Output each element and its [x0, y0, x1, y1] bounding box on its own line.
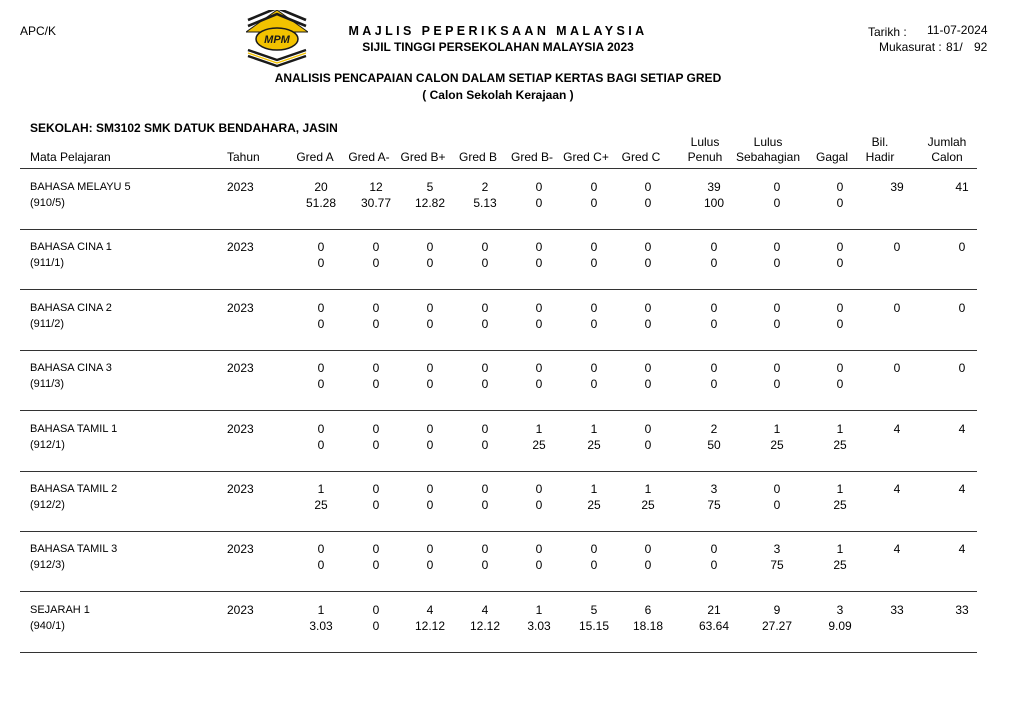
subject-name: BAHASA CINA 1: [30, 241, 112, 253]
calon-cell: 4: [958, 422, 966, 436]
count-cell: 1: [836, 482, 844, 496]
count-cell: 0: [535, 240, 543, 254]
count-cell: 0: [773, 180, 781, 194]
report-subtitle: ( Calon Sekolah Kerajaan ): [422, 88, 574, 102]
col-subject: Mata Pelajaran: [30, 150, 111, 164]
report-code: APC/K: [20, 24, 57, 38]
count-cell: 4: [426, 603, 434, 617]
calon-cell: 41: [955, 180, 969, 194]
percent-cell: 0: [481, 377, 489, 391]
percent-cell: 12.12: [469, 619, 501, 633]
percent-cell: 0: [590, 256, 598, 270]
count-cell: 0: [372, 301, 380, 315]
percent-cell: 25: [314, 498, 328, 512]
count-cell: 1: [836, 422, 844, 436]
percent-cell: 0: [426, 377, 434, 391]
subject-code: (910/5): [30, 197, 65, 209]
col-year: Tahun: [227, 150, 260, 164]
count-cell: 0: [590, 361, 598, 375]
calon-cell: 4: [958, 482, 966, 496]
hadir-cell: 0: [893, 301, 901, 315]
percent-cell: 0: [481, 498, 489, 512]
count-cell: 0: [426, 482, 434, 496]
count-cell: 0: [836, 301, 844, 315]
subject-name: BAHASA CINA 2: [30, 302, 112, 314]
percent-cell: 0: [590, 317, 598, 331]
col-grade-a-minus: Gred A-: [348, 150, 390, 164]
percent-cell: 9.09: [828, 619, 852, 633]
count-cell: 0: [535, 180, 543, 194]
count-cell: 0: [317, 361, 325, 375]
subject-cell: [30, 541, 117, 573]
percent-cell: 0: [426, 498, 434, 512]
count-cell: 1: [317, 603, 325, 617]
percent-cell: 0: [710, 377, 718, 391]
col-grade-c: Gred C: [621, 150, 661, 164]
percent-cell: 0: [773, 498, 781, 512]
count-cell: 39: [707, 180, 721, 194]
count-cell: 0: [372, 361, 380, 375]
subject-name: SEJARAH 1: [30, 604, 90, 616]
col-bil-hadir: [856, 135, 904, 165]
col-grade-b: Gred B: [458, 150, 497, 164]
percent-cell: 0: [426, 256, 434, 270]
percent-cell: 50: [707, 438, 721, 452]
count-cell: 0: [481, 361, 489, 375]
count-cell: 9: [773, 603, 781, 617]
percent-cell: 0: [590, 196, 598, 210]
count-cell: 0: [481, 482, 489, 496]
table-row: [0, 290, 1009, 351]
percent-cell: 0: [317, 317, 325, 331]
percent-cell: 25: [770, 438, 784, 452]
percent-cell: 25: [833, 558, 847, 572]
percent-cell: 0: [372, 317, 380, 331]
subject-cell: [30, 179, 131, 211]
percent-cell: 0: [710, 558, 718, 572]
hadir-cell: 0: [893, 361, 901, 375]
percent-cell: 0: [773, 256, 781, 270]
count-cell: 0: [317, 422, 325, 436]
count-cell: 0: [426, 542, 434, 556]
organization-name: MAJLIS PEPERIKSAAN MALAYSIA: [348, 24, 648, 38]
calon-cell: 0: [958, 361, 966, 375]
percent-cell: 0: [644, 196, 652, 210]
count-cell: 0: [644, 301, 652, 315]
subject-cell: [30, 239, 112, 271]
subject-code: (940/1): [30, 620, 65, 632]
percent-cell: 0: [773, 317, 781, 331]
subject-name: BAHASA MELAYU 5: [30, 181, 131, 193]
count-cell: 3: [710, 482, 718, 496]
subject-cell: [30, 481, 117, 513]
count-cell: 21: [707, 603, 721, 617]
col-bil-hadir-line1: Bil.: [871, 135, 889, 149]
count-cell: 0: [317, 301, 325, 315]
calon-cell: 0: [958, 301, 966, 315]
table-row: [0, 411, 1009, 472]
percent-cell: 0: [535, 498, 543, 512]
subject-code: (912/2): [30, 499, 65, 511]
count-cell: 0: [590, 240, 598, 254]
subject-name: BAHASA TAMIL 1: [30, 423, 118, 435]
year-cell: 2023: [227, 301, 254, 315]
hadir-cell: 0: [893, 240, 901, 254]
year-cell: 2023: [227, 482, 254, 496]
col-bil-hadir-line2: Hadir: [865, 150, 895, 164]
percent-cell: 0: [426, 558, 434, 572]
count-cell: 0: [590, 180, 598, 194]
count-cell: 0: [710, 361, 718, 375]
subject-code: (912/3): [30, 559, 65, 571]
hadir-cell: 4: [893, 482, 901, 496]
percent-cell: 0: [317, 438, 325, 452]
subject-cell: [30, 300, 112, 332]
count-cell: 12: [369, 180, 383, 194]
count-cell: 3: [773, 542, 781, 556]
count-cell: 0: [372, 422, 380, 436]
year-cell: 2023: [227, 180, 254, 194]
count-cell: 0: [773, 361, 781, 375]
percent-cell: 18.18: [632, 619, 664, 633]
subject-cell: [30, 421, 117, 453]
count-cell: 0: [372, 240, 380, 254]
subject-name: BAHASA TAMIL 3: [30, 543, 118, 555]
percent-cell: 0: [644, 558, 652, 572]
calon-cell: 4: [958, 542, 966, 556]
percent-cell: 0: [644, 256, 652, 270]
percent-cell: 63.64: [698, 619, 730, 633]
year-cell: 2023: [227, 361, 254, 375]
count-cell: 1: [773, 422, 781, 436]
percent-cell: 75: [707, 498, 721, 512]
count-cell: 0: [535, 361, 543, 375]
count-cell: 0: [535, 301, 543, 315]
col-lulus-penuh-line2: Penuh: [687, 150, 723, 164]
percent-cell: 25: [587, 498, 601, 512]
year-cell: 2023: [227, 603, 254, 617]
count-cell: 0: [836, 361, 844, 375]
percent-cell: 3.03: [309, 619, 333, 633]
percent-cell: 15.15: [578, 619, 610, 633]
count-cell: 0: [710, 240, 718, 254]
page-total: 92: [974, 40, 988, 54]
count-cell: 0: [836, 180, 844, 194]
col-lulus-sebahagian: [731, 135, 805, 165]
percent-cell: 0: [317, 558, 325, 572]
percent-cell: 0: [590, 377, 598, 391]
year-cell: 2023: [227, 422, 254, 436]
percent-cell: 25: [532, 438, 546, 452]
count-cell: 4: [481, 603, 489, 617]
percent-cell: 12.12: [414, 619, 446, 633]
col-grade-b-minus: Gred B-: [510, 150, 553, 164]
count-cell: 0: [773, 240, 781, 254]
percent-cell: 12.82: [414, 196, 446, 210]
col-lulus-penuh: [675, 135, 735, 165]
subject-code: (911/1): [30, 257, 65, 269]
count-cell: 0: [317, 240, 325, 254]
count-cell: 1: [836, 542, 844, 556]
count-cell: 1: [317, 482, 325, 496]
subject-code: (911/2): [30, 318, 65, 330]
percent-cell: 0: [644, 438, 652, 452]
count-cell: 0: [372, 603, 380, 617]
percent-cell: 0: [836, 256, 844, 270]
percent-cell: 0: [317, 377, 325, 391]
percent-cell: 0: [481, 558, 489, 572]
count-cell: 0: [426, 422, 434, 436]
count-cell: 0: [773, 482, 781, 496]
col-lulus-sebahagian-line2: Sebahagian: [735, 150, 801, 164]
percent-cell: 0: [836, 196, 844, 210]
col-grade-a: Gred A: [296, 150, 334, 164]
exam-name: SIJIL TINGGI PERSEKOLAHAN MALAYSIA 2023: [362, 40, 634, 54]
count-cell: 0: [644, 180, 652, 194]
count-cell: 0: [590, 542, 598, 556]
count-cell: 0: [372, 482, 380, 496]
subject-cell: [30, 360, 112, 392]
percent-cell: 0: [426, 438, 434, 452]
table-row: [0, 350, 1009, 411]
date-label: Tarikh :: [868, 25, 907, 39]
hadir-cell: 4: [893, 542, 901, 556]
calon-cell: 33: [955, 603, 969, 617]
percent-cell: 0: [710, 317, 718, 331]
percent-cell: 25: [833, 498, 847, 512]
percent-cell: 25: [833, 438, 847, 452]
count-cell: 0: [426, 361, 434, 375]
table-row: [0, 592, 1009, 653]
percent-cell: 0: [535, 196, 543, 210]
percent-cell: 0: [535, 317, 543, 331]
subject-name: BAHASA CINA 3: [30, 362, 112, 374]
count-cell: 0: [836, 240, 844, 254]
subject-code: (912/1): [30, 439, 65, 451]
year-cell: 2023: [227, 542, 254, 556]
date-value: 11-07-2024: [927, 23, 988, 37]
count-cell: 0: [481, 542, 489, 556]
col-jumlah-calon: [918, 135, 976, 165]
percent-cell: 0: [773, 377, 781, 391]
percent-cell: 0: [710, 256, 718, 270]
percent-cell: 25: [641, 498, 655, 512]
subject-name: BAHASA TAMIL 2: [30, 483, 118, 495]
percent-cell: 30.77: [360, 196, 392, 210]
subject-cell: [30, 602, 90, 634]
count-cell: 1: [535, 603, 543, 617]
table-row: [0, 471, 1009, 532]
report-title: ANALISIS PENCAPAIAN CALON DALAM SETIAP KERTAS BAGI SETIAP GRED: [274, 71, 722, 85]
percent-cell: 0: [372, 619, 380, 633]
count-cell: 1: [590, 422, 598, 436]
percent-cell: 100: [703, 196, 725, 210]
percent-cell: 0: [481, 317, 489, 331]
percent-cell: 0: [773, 196, 781, 210]
percent-cell: 51.28: [305, 196, 337, 210]
count-cell: 1: [590, 482, 598, 496]
percent-cell: 0: [481, 438, 489, 452]
mpm-logo-icon: [246, 10, 308, 68]
col-jumlah-calon-line2: Calon: [931, 150, 963, 164]
percent-cell: 0: [535, 256, 543, 270]
hadir-cell: 33: [890, 603, 904, 617]
percent-cell: 5.13: [473, 196, 497, 210]
page-label: Mukasurat :: [879, 40, 942, 54]
subject-code: (911/3): [30, 378, 65, 390]
count-cell: 0: [644, 542, 652, 556]
year-cell: 2023: [227, 240, 254, 254]
percent-cell: 0: [644, 377, 652, 391]
count-cell: 0: [644, 240, 652, 254]
percent-cell: 0: [372, 558, 380, 572]
percent-cell: 0: [372, 498, 380, 512]
row-divider: [20, 652, 977, 653]
percent-cell: 3.03: [527, 619, 551, 633]
table-row: [0, 229, 1009, 290]
count-cell: 0: [644, 422, 652, 436]
school-name: SEKOLAH: SM3102 SMK DATUK BENDAHARA, JASIN: [30, 121, 338, 135]
count-cell: 1: [535, 422, 543, 436]
percent-cell: 0: [372, 377, 380, 391]
count-cell: 0: [710, 301, 718, 315]
count-cell: 0: [590, 301, 598, 315]
percent-cell: 0: [317, 256, 325, 270]
hadir-cell: 39: [890, 180, 904, 194]
count-cell: 3: [836, 603, 844, 617]
col-lulus-sebahagian-line1: Lulus: [753, 135, 783, 149]
percent-cell: 27.27: [761, 619, 793, 633]
count-cell: 2: [710, 422, 718, 436]
percent-cell: 0: [590, 558, 598, 572]
percent-cell: 0: [535, 558, 543, 572]
count-cell: 6: [644, 603, 652, 617]
count-cell: 5: [426, 180, 434, 194]
percent-cell: 75: [770, 558, 784, 572]
count-cell: 0: [317, 542, 325, 556]
count-cell: 0: [481, 422, 489, 436]
col-jumlah-calon-line1: Jumlah: [927, 135, 967, 149]
col-gagal: Gagal: [815, 150, 849, 164]
calon-cell: 0: [958, 240, 966, 254]
percent-cell: 25: [587, 438, 601, 452]
count-cell: 0: [426, 240, 434, 254]
percent-cell: 0: [426, 317, 434, 331]
count-cell: 0: [481, 301, 489, 315]
count-cell: 0: [535, 482, 543, 496]
count-cell: 0: [773, 301, 781, 315]
percent-cell: 0: [836, 317, 844, 331]
count-cell: 0: [481, 240, 489, 254]
count-cell: 2: [481, 180, 489, 194]
count-cell: 0: [372, 542, 380, 556]
percent-cell: 0: [372, 256, 380, 270]
percent-cell: 0: [372, 438, 380, 452]
col-grade-b-plus: Gred B+: [400, 150, 446, 164]
count-cell: 20: [314, 180, 328, 194]
col-grade-c-plus: Gred C+: [563, 150, 609, 164]
percent-cell: 0: [481, 256, 489, 270]
percent-cell: 0: [836, 377, 844, 391]
logo-text: MPM: [264, 34, 290, 46]
page-current: 81/: [946, 40, 963, 54]
percent-cell: 0: [644, 317, 652, 331]
col-lulus-penuh-line1: Lulus: [690, 135, 720, 149]
table-row: [0, 531, 1009, 592]
count-cell: 1: [644, 482, 652, 496]
percent-cell: 0: [535, 377, 543, 391]
count-cell: 0: [644, 361, 652, 375]
table-row: [0, 169, 1009, 230]
count-cell: 0: [710, 542, 718, 556]
hadir-cell: 4: [893, 422, 901, 436]
count-cell: 5: [590, 603, 598, 617]
count-cell: 0: [426, 301, 434, 315]
count-cell: 0: [535, 542, 543, 556]
